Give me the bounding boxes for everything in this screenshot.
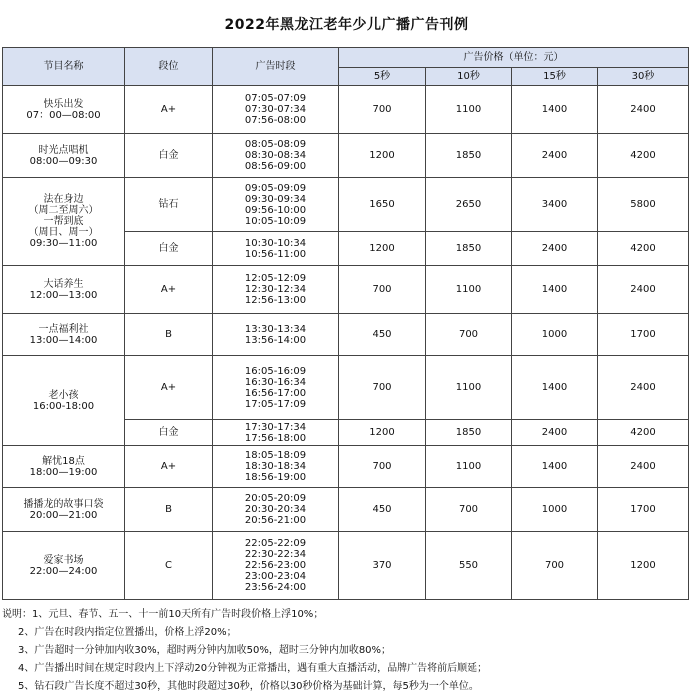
note-line: 5、钻石段广告长度不超过30秒，其他时段超过30秒，价格以30秒价格为基础计算，每5秒为一个单位。 xyxy=(18,681,479,692)
table-row xyxy=(3,86,689,134)
note-line: 2、广告在时段内指定位置播出，价格上浮20%； xyxy=(18,627,237,638)
table-row xyxy=(3,532,689,600)
price-cell: 2400 xyxy=(598,446,689,488)
price-cell: 1100 xyxy=(426,266,512,314)
program-name-cell: 大话养生 12:00—13:00 xyxy=(3,266,125,314)
timeslot-cell: 10:30-10:34 10:56-11:00 xyxy=(213,232,339,266)
price-cell: 3400 xyxy=(512,178,598,232)
price-cell: 4200 xyxy=(598,134,689,178)
price-cell: 1400 xyxy=(512,356,598,420)
price-cell: 2400 xyxy=(512,420,598,446)
timeslot-cell: 08:05-08:09 08:30-08:34 08:56-09:00 xyxy=(213,134,339,178)
price-cell: 1100 xyxy=(426,356,512,420)
price-cell: 550 xyxy=(426,532,512,600)
header-duration: 5秒 xyxy=(339,68,426,86)
table-row xyxy=(3,446,689,488)
price-cell: 700 xyxy=(426,314,512,356)
program-name-cell: 法在身边 （周二至周六） 一帮到底 （周日、周一） 09:30—11:00 xyxy=(3,178,125,266)
program-name-cell: 一点福利社 13:00—14:00 xyxy=(3,314,125,356)
tier-cell: B xyxy=(125,314,213,356)
table-row xyxy=(3,314,689,356)
timeslot-cell: 16:05-16:09 16:30-16:34 16:56-17:00 17:05-17:09 xyxy=(213,356,339,420)
program-name-cell: 快乐出发 07：00—08:00 xyxy=(3,86,125,134)
price-cell: 1100 xyxy=(426,86,512,134)
price-cell: 1400 xyxy=(512,266,598,314)
tier-cell: A+ xyxy=(125,86,213,134)
timeslot-cell: 18:05-18:09 18:30-18:34 18:56-19:00 xyxy=(213,446,339,488)
timeslot-cell: 09:05-09:09 09:30-09:34 09:56-10:00 10:05-10:09 xyxy=(213,178,339,232)
price-cell: 1850 xyxy=(426,134,512,178)
tier-cell: 白金 xyxy=(125,232,213,266)
timeslot-cell: 17:30-17:34 17:56-18:00 xyxy=(213,420,339,446)
price-cell: 1700 xyxy=(598,488,689,532)
tier-cell: A+ xyxy=(125,266,213,314)
header-duration: 30秒 xyxy=(598,68,689,86)
price-cell: 700 xyxy=(512,532,598,600)
price-cell: 2400 xyxy=(598,266,689,314)
table-row xyxy=(3,266,689,314)
table-row xyxy=(3,178,689,232)
header-duration: 10秒 xyxy=(426,68,512,86)
note-line: 4、广告播出时间在规定时段内上下浮动20分钟视为正常播出，遇有重大直播活动，品牌广告将前后顺延； xyxy=(18,663,488,674)
table-row xyxy=(3,356,689,420)
tier-cell: 钻石 xyxy=(125,178,213,232)
notes-section xyxy=(2,606,690,696)
price-cell: 1650 xyxy=(339,178,426,232)
timeslot-cell: 13:30-13:34 13:56-14:00 xyxy=(213,314,339,356)
tier-cell: A+ xyxy=(125,446,213,488)
price-cell: 1200 xyxy=(598,532,689,600)
program-name-cell: 播播龙的故事口袋 20:00—21:00 xyxy=(3,488,125,532)
timeslot-cell: 22:05-22:09 22:30-22:34 22:56-23:00 23:00-23:04 23:56-24:00 xyxy=(213,532,339,600)
table-row xyxy=(3,134,689,178)
tier-cell: A+ xyxy=(125,356,213,420)
tier-cell: C xyxy=(125,532,213,600)
program-name-cell: 老小孩 16:00-18:00 xyxy=(3,356,125,446)
timeslot-cell: 07:05-07:09 07:30-07:34 07:56-08:00 xyxy=(213,86,339,134)
price-cell: 1000 xyxy=(512,488,598,532)
price-cell: 5800 xyxy=(598,178,689,232)
header-tier: 段位 xyxy=(125,48,213,86)
tier-cell: B xyxy=(125,488,213,532)
price-cell: 1200 xyxy=(339,232,426,266)
table-row xyxy=(3,488,689,532)
header-timeslot: 广告时段 xyxy=(213,48,339,86)
price-cell: 700 xyxy=(426,488,512,532)
price-cell: 1200 xyxy=(339,134,426,178)
note-line: 说明：1、元旦、春节、五一、十一前10天所有广告时段价格上浮10%； xyxy=(2,609,324,620)
price-cell: 450 xyxy=(339,488,426,532)
tier-cell: 白金 xyxy=(125,420,213,446)
price-cell: 700 xyxy=(339,446,426,488)
price-cell: 4200 xyxy=(598,232,689,266)
header-program: 节目名称 xyxy=(3,48,125,86)
price-cell: 2650 xyxy=(426,178,512,232)
price-cell: 450 xyxy=(339,314,426,356)
price-cell: 700 xyxy=(339,266,426,314)
price-cell: 1000 xyxy=(512,314,598,356)
price-cell: 1700 xyxy=(598,314,689,356)
price-cell: 2400 xyxy=(598,356,689,420)
header-duration: 15秒 xyxy=(512,68,598,86)
rate-card-table xyxy=(2,47,689,600)
tier-cell: 白金 xyxy=(125,134,213,178)
price-cell: 700 xyxy=(339,86,426,134)
price-cell: 700 xyxy=(339,356,426,420)
price-cell: 4200 xyxy=(598,420,689,446)
price-cell: 370 xyxy=(339,532,426,600)
price-cell: 1100 xyxy=(426,446,512,488)
price-cell: 1850 xyxy=(426,420,512,446)
price-cell: 2400 xyxy=(598,86,689,134)
price-cell: 1400 xyxy=(512,446,598,488)
price-cell: 1850 xyxy=(426,232,512,266)
timeslot-cell: 20:05-20:09 20:30-20:34 20:56-21:00 xyxy=(213,488,339,532)
page-title: 2022年黑龙江老年少儿广播广告刊例 xyxy=(224,17,469,33)
price-cell: 2400 xyxy=(512,134,598,178)
header-price-group: 广告价格（单位：元） xyxy=(339,48,689,68)
program-name-cell: 解忧18点 18:00—19:00 xyxy=(3,446,125,488)
note-line: 3、广告超时一分钟加内收30%，超时两分钟内加收50%，超时三分钟内加收80%； xyxy=(18,645,392,656)
program-name-cell: 爱家书场 22:00—24:00 xyxy=(3,532,125,600)
price-cell: 1200 xyxy=(339,420,426,446)
timeslot-cell: 12:05-12:09 12:30-12:34 12:56-13:00 xyxy=(213,266,339,314)
program-name-cell: 时光点唱机 08:00—09:30 xyxy=(3,134,125,178)
price-cell: 2400 xyxy=(512,232,598,266)
price-cell: 1400 xyxy=(512,86,598,134)
